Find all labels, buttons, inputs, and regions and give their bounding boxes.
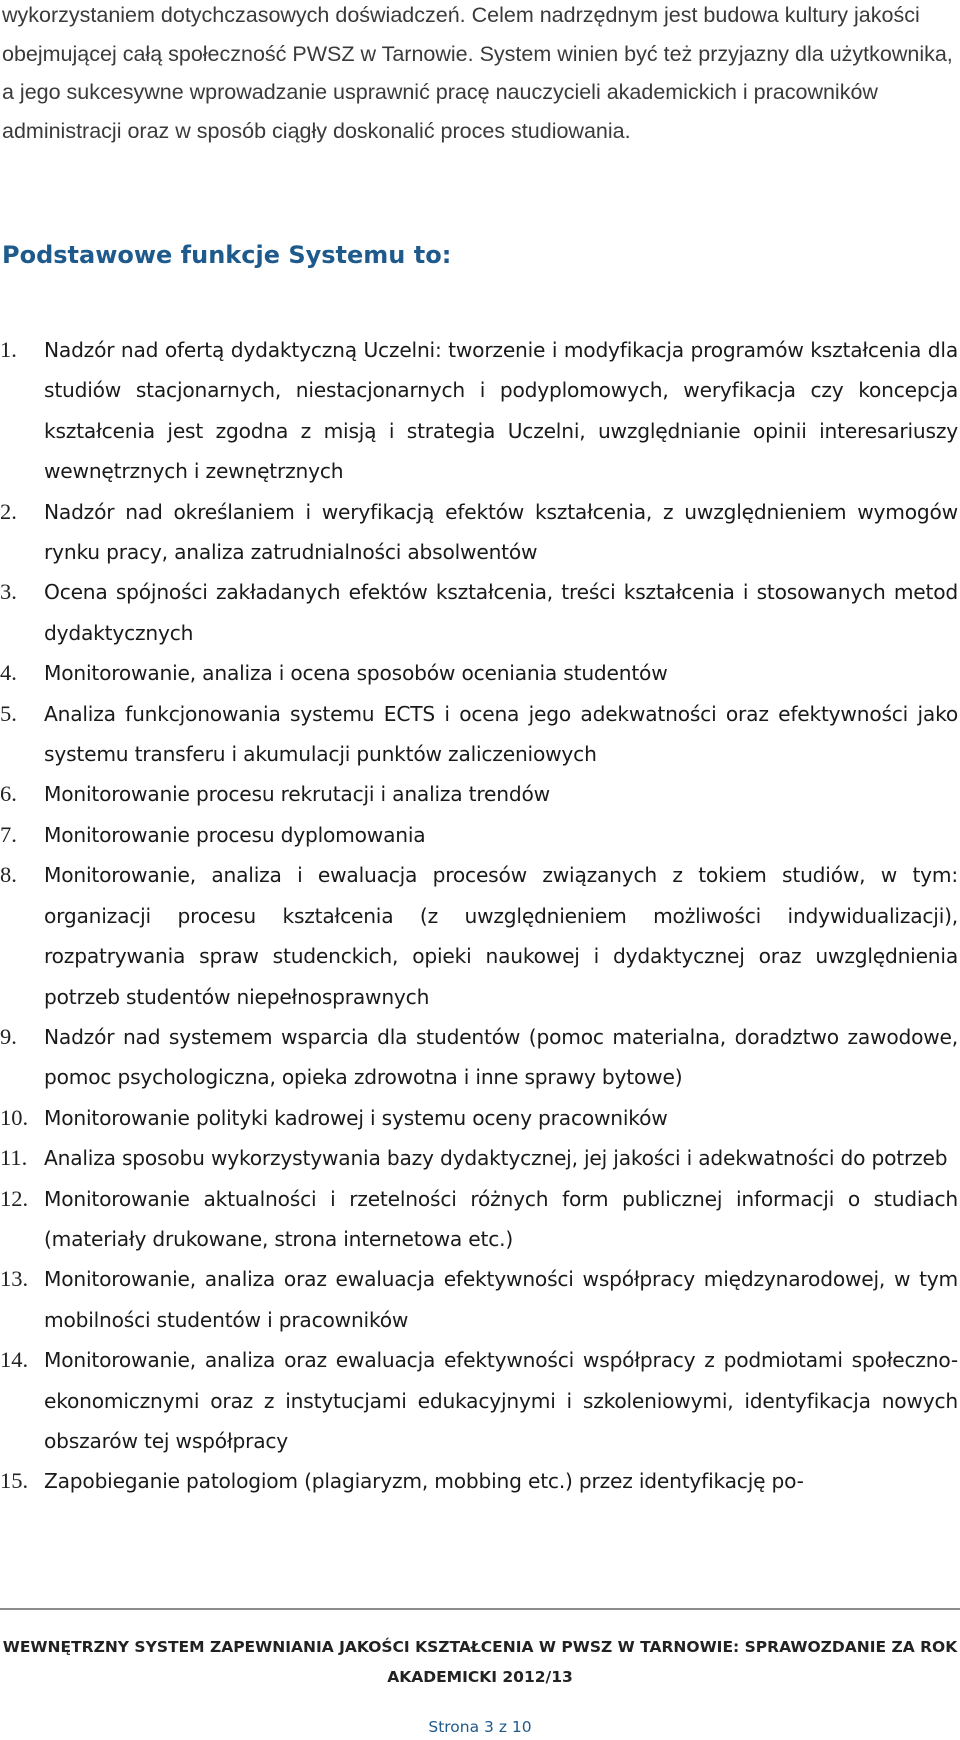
list-item-number: 3. bbox=[0, 579, 17, 605]
list-item-text: Analiza sposobu wykorzystywania bazy dydaktycznej, jej jakości i adekwatności do potrzeb bbox=[44, 1146, 948, 1171]
list-item-number: 8. bbox=[0, 862, 17, 888]
list-item bbox=[0, 330, 958, 492]
list-item bbox=[0, 855, 958, 1017]
list-item-text: Monitorowanie, analiza oraz ewaluacja efektywności współpracy międzynarodowej, w tym mobilności studentów i pracowników bbox=[44, 1267, 958, 1332]
list-item-number: 12. bbox=[0, 1185, 29, 1211]
list-item-number: 14. bbox=[0, 1347, 29, 1373]
list-item-text: Zapobieganie patologiom (plagiaryzm, mobbing etc.) przez identyfikację po- bbox=[44, 1469, 804, 1494]
list-item-number: 13. bbox=[0, 1266, 29, 1292]
list-item bbox=[0, 653, 958, 693]
list-item bbox=[0, 694, 958, 775]
list-item-text: Monitorowanie polityki kadrowej i systemu oceny pracowników bbox=[44, 1105, 668, 1130]
footer-title: WEWNĘTRZNY SYSTEM ZAPEWNIANIA JAKOŚCI KSZTAŁCENIA W PWSZ W TARNOWIE: SPRAWOZDANIE ZA ROK AKADEMICKI 2012/13 bbox=[2, 1638, 958, 1686]
list-item-text: Analiza funkcjonowania systemu ECTS i ocena jego adekwatności oraz efektywności jako systemu transferu i akumulacji punktów zaliczeniowych bbox=[44, 701, 958, 767]
list-item-number: 11. bbox=[0, 1145, 28, 1171]
list-item-text: Monitorowanie procesu dyplomowania bbox=[44, 822, 426, 847]
list-item-number: 5. bbox=[0, 700, 17, 726]
list-item-number: 6. bbox=[0, 781, 17, 807]
list-item-text: Monitorowanie, analiza i ewaluacja procesów związanych z tokiem studiów, w tym: organizacji procesu kształcenia (z uwzględnieniem możliwości indywidualizacji), rozpatrywania spraw studenckich, opieki naukowej i dydaktycznej oraz uwzględnienia potrzeb studentów niepełnosprawnych bbox=[44, 863, 958, 1009]
list-item bbox=[0, 1179, 958, 1260]
list-item bbox=[0, 492, 958, 573]
list-item-number: 4. bbox=[0, 660, 17, 686]
list-item-number: 9. bbox=[0, 1023, 17, 1049]
list-item bbox=[0, 774, 958, 814]
functions-list bbox=[0, 330, 958, 1502]
list-item-text: Ocena spójności zakładanych efektów kształcenia, treści kształcenia i stosowanych metod dydaktycznych bbox=[44, 580, 958, 645]
list-item-text: Monitorowanie procesu rekrutacji i analiza trendów bbox=[44, 782, 550, 807]
list-item bbox=[0, 1461, 958, 1501]
list-item bbox=[0, 1138, 958, 1178]
list-item-number: 10. bbox=[0, 1104, 29, 1130]
list-item bbox=[0, 1340, 958, 1461]
list-item-number: 15. bbox=[0, 1468, 29, 1494]
list-item-text: Nadzór nad ofertą dydaktyczną Uczelni: tworzenie i modyfikacja programów kształcenia dla studiów stacjonarnych, niestacjonarnych i podyplomowych, weryfikacja czy koncepcja kształcenia jest zgodna z misją i strategia Uczelni, uwzględnianie opinii interesariuszy wewnętrznych i zewnętrznych bbox=[44, 338, 958, 484]
list-item bbox=[0, 1259, 958, 1340]
list-item-text: Monitorowanie, analiza oraz ewaluacja efektywności współpracy z podmiotami społeczno-ekonomicznymi oraz z instytucjami edukacyjnymi i szkoleniowymi, identyfikacja nowych obszarów tej współpracy bbox=[44, 1348, 958, 1453]
list-item bbox=[0, 572, 958, 653]
list-item-text: Monitorowanie, analiza i ocena sposobów oceniania studentów bbox=[44, 661, 668, 686]
intro-paragraph: wykorzystaniem dotychczasowych doświadczeń. Celem nadrzędnym jest budowa kultury jakości obejmującej całą społeczność PWSZ w Tarnowie. System winien być też przyjazny dla użytkownika, a jego sukcesywne wprowadzanie usprawnić pracę nauczycieli akademickich i pracowników administracji oraz w sposób ciągły doskonalić proces studiowania. bbox=[2, 3, 953, 143]
list-item-number: 7. bbox=[0, 821, 17, 847]
list-item-text: Nadzór nad systemem wsparcia dla studentów (pomoc materialna, doradztwo zawodowe, pomoc psychologiczna, opieka zdrowotna i inne sprawy bytowe) bbox=[44, 1024, 958, 1090]
list-item-text: Monitorowanie aktualności i rzetelności różnych form publicznej informacji o studiach (materiały drukowane, strona internetowa etc.) bbox=[44, 1186, 958, 1251]
list-item-text: Nadzór nad określaniem i weryfikacją efektów kształcenia, z uwzględnieniem wymogów rynku pracy, analiza zatrudnialności absolwentów bbox=[44, 499, 958, 565]
list-item bbox=[0, 1098, 958, 1138]
footer-divider bbox=[0, 1608, 960, 1610]
page-number: Strona 3 z 10 bbox=[428, 1718, 532, 1736]
section-heading: Podstawowe funkcje Systemu to: bbox=[2, 241, 452, 269]
list-item bbox=[0, 815, 958, 855]
list-item bbox=[0, 1017, 958, 1098]
list-item-number: 2. bbox=[0, 498, 17, 524]
list-item-number: 1. bbox=[0, 337, 17, 362]
